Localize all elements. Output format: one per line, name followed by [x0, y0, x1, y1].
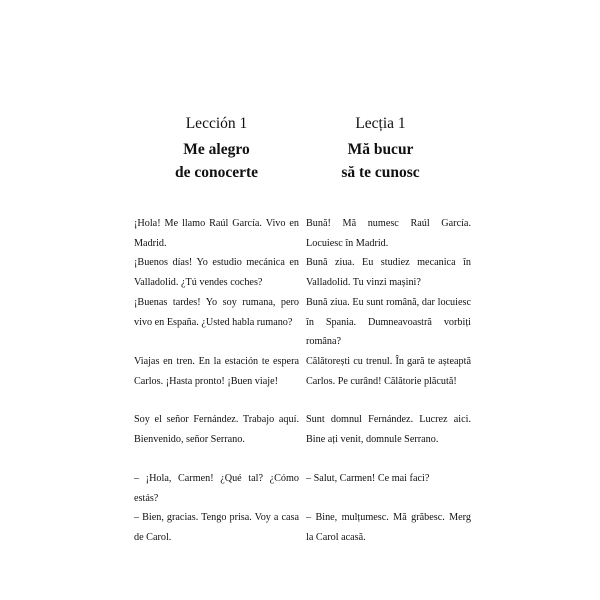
spanish-paragraph: ¡Hola! Me llamo Raúl García. Vivo en Madrid. [134, 218, 299, 249]
lesson-title-spanish-line1: Me alegro [183, 141, 250, 158]
romanian-paragraph: Bună ziua. Eu studiez mecanica în Valladolid. Tu vinzi mașini? [306, 257, 471, 288]
romanian-dialogue-line: – Salut, Carmen! Ce mai faci? [306, 473, 430, 484]
lesson-label-romanian: Lecția 1 [355, 115, 406, 132]
spanish-paragraph: ¡Buenos días! Yo estudio mecánica en Valladolid. ¿Tú vendes coches? [134, 257, 299, 288]
spanish-paragraph: Viajas en tren. En la estación te espera Carlos. ¡Hasta pronto! ¡Buen viaje! [134, 356, 299, 387]
spanish-dialogue-line: – ¡Hola, Carmen! ¿Qué tal? ¿Cómo estás? [134, 473, 299, 504]
spanish-dialogue-line: – Bien, gracias. Tengo prisa. Voy a casa de Carol. [134, 512, 299, 543]
lesson-title-spanish-line2: de conocerte [174, 164, 259, 181]
romanian-paragraph: Bună ziua. Eu sunt română, dar locuiesc în Spania. Dumneavoastră vorbiți româna? [306, 297, 471, 347]
spanish-paragraph: Soy el señor Fernández. Trabajo aquí. Bienvenido, señor Serrano. [134, 414, 299, 445]
lesson-title-romanian-line2: să te cunosc [341, 164, 420, 181]
romanian-paragraph: Sunt domnul Fernández. Lucrez aici. Bine ați venit, domnule Serrano. [306, 414, 471, 445]
romanian-paragraph: Bună! Mă numesc Raúl García. Locuiesc în Madrid. [306, 218, 471, 249]
spanish-paragraph: ¡Buenas tardes! Yo soy rumana, pero vivo en España. ¿Usted habla rumano? [134, 297, 299, 328]
lesson-title-romanian-line1: Mă bucur [347, 141, 414, 158]
romanian-paragraph: Călătorești cu trenul. În gară te așteaptă Carlos. Pe curând! Călătorie plăcută! [306, 356, 471, 387]
lesson-label-spanish: Lección 1 [185, 115, 248, 132]
romanian-dialogue-line: – Bine, mulțumesc. Mă grăbesc. Merg la Carol acasă. [306, 512, 471, 543]
